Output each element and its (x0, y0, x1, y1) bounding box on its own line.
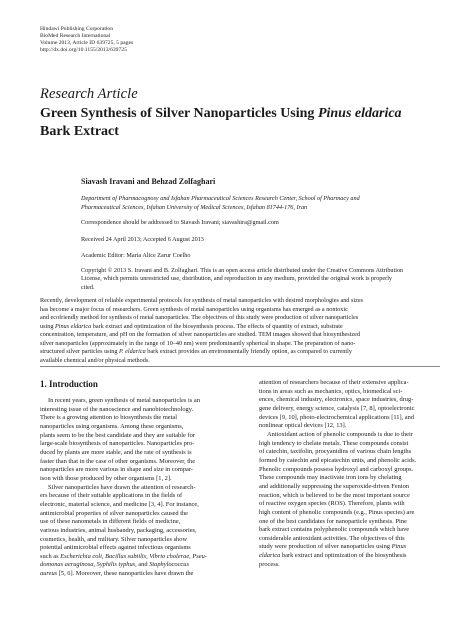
abstract-line: available chemical and/or physical methods. (40, 356, 150, 364)
abstract (40, 297, 440, 365)
abstract-line: structured silver particles using P. eldarica bark extract provides an environmentally friendly option, as compared to currently (40, 348, 352, 355)
body-line: cosmetics, health, and military. Silver nanoparticles show (40, 535, 188, 543)
abstract-line: has become a major focus of researchers. Green synthesis of metal nanoparticles using organisms has emerged as a nontoxic (40, 305, 348, 313)
copyright-notice (81, 267, 441, 292)
body-line: formed by catechin and epicatechin units, and phenolic acids. (259, 456, 417, 464)
copyright-line: Copyright © 2013 S. Iravani and B. Zolfaghari. This is an open access article distributed under the Creative Commons Attribution (81, 267, 404, 274)
body-line: There is a growing attention to biosynthesis the metal (40, 414, 178, 422)
body-line: devices [9, 10], photo-electrochemical applications [11], and (259, 413, 415, 421)
body-line: of reactive oxygen species (ROS). Therefore, plants with (259, 500, 405, 508)
title-line-2: Bark Extract (40, 124, 119, 139)
body-line: Silver nanoparticles have drawn the attention of research- (48, 483, 196, 491)
body-line: ison with those produced by other organisms [1, 2]. (40, 474, 172, 482)
body-line: antimicrobial properties of silver nanoparticles caused the (40, 509, 188, 517)
body-line: such as Escherichia coli, Bacillus subtilis, Vibrio cholerae, Pseu- (40, 552, 207, 560)
body-line: use of these nanometals in different fields of medicine, (40, 518, 181, 526)
body-line: large-scale biosynthesis of nanoparticles. Nanoparticles pro- (40, 440, 195, 448)
species-name: eldarica (259, 552, 281, 560)
affiliation-line: Pharmaceutical Sciences, Isfahan University of Medical Sciences, Isfahan 81744-176, Iran (81, 203, 308, 211)
body-line: nanoparticles are more various in shape and size in compar- (40, 466, 194, 474)
academic-editor: Academic Editor: Maria Alice Zarur Coelho (81, 252, 191, 259)
body-line: nanoparticles using organisms. Among these organisms, (40, 422, 184, 430)
article-type: Research Article (40, 86, 138, 102)
body-line: ers because of their suitable applications in the fields of (40, 492, 183, 500)
body-line: process. (259, 560, 280, 568)
abstract-line: and ecofriendly method for synthesis of metal nanoparticles. The objectives of this study were production of silver nanoparticles (40, 314, 359, 321)
intro-left-column (40, 397, 236, 579)
body-line: interesting issue of the nanoscience and nanobiotechnology. (40, 405, 194, 413)
body-line: Phenolic compounds possess hydroxyl and carboxyl groups. (259, 465, 414, 473)
body-line: one of the best candidates for nanoparticle synthesis. Pine (259, 517, 407, 525)
body-line: reaction, which is believed to be the most important source (259, 491, 410, 499)
body-line: eldarica bark extract and optimization of the biosynthesis (259, 552, 407, 560)
abstract-line: concentration, temperature, and pH on the formation of silver nanoparticles are studied. TEM images showed that biosynthesized (40, 331, 360, 338)
body-line: study were production of silver nanoparticles using Pinus (259, 543, 407, 551)
species-name: Escherichia coli, Bacillus subtilis, Vibrio cholerae, Pseu- (60, 552, 207, 560)
body-line: faster than that in the case of other organisms. Moreover, the (40, 457, 196, 465)
affiliation (81, 195, 431, 212)
body-line: high content of phenolic compounds (e.g., Pinus species) are (259, 508, 415, 516)
correspondence: Correspondence should be addressed to Siavash Iravani; siavashira@gmail.com (81, 219, 279, 226)
abstract-line: using Pinus eldarica bark extract and optimization of the biosynthesis process. The effects of quantity of extract, substrate (40, 322, 343, 330)
species-name: Pinus eldarica (54, 322, 92, 330)
body-line: bark extract contains polyphenolic compounds which have (259, 526, 410, 534)
body-line: high tendency to chelate metals. These compounds consist (259, 439, 409, 447)
species-name: Staphylococcus (149, 561, 189, 569)
copyright-line: License, which permits unrestricted use, distribution, and reproduction in any medium, provided the original work is properly (81, 275, 393, 283)
body-line: Antioxidant action of phenolic compounds is due to their (267, 430, 413, 438)
body-line: duced by plants are more stable, and the rate of synthesis is (40, 448, 192, 456)
paper-title (40, 105, 440, 141)
body-line: ences, chemical industry, electronics, space industries, drug- (259, 396, 414, 404)
body-line: electronic, material science, and medicine [3, 4]. For instance, (40, 500, 199, 508)
body-line: potential antimicrobial effects against infectious organisms (40, 544, 191, 552)
species-name: aureus (40, 570, 58, 578)
species-name: P. eldarica (119, 348, 146, 355)
species-name: Pinus (391, 543, 407, 551)
journal-name: BioMed Research International (40, 33, 111, 39)
body-line: tions in areas such as mechanics, optics, biomedical sci- (259, 387, 403, 395)
publisher-name: Hindawi Publishing Corporation (40, 26, 114, 32)
volume-info: Volume 2013, Article ID 639725, 5 pages (40, 40, 134, 46)
section-heading-introduction: 1. Introduction (40, 379, 98, 389)
body-line: and additionally suppressing the superoxide-driven Fenton (259, 482, 409, 490)
body-line: considerable antioxidant activities. The objectives of this (259, 534, 405, 542)
body-line: nonlinear optical devices [12, 13]. (259, 422, 347, 430)
intro-right-column (259, 379, 455, 569)
abstract-line: Recently, development of reliable experimental protocols for synthesis of metal nanoparticles with desired morphologies and sizes (40, 297, 363, 304)
species-name: domonas aeruginosa, Syphilis typhus, (40, 561, 137, 569)
body-line: gene delivery, energy science, catalysis [7, 8], optoelectronic (259, 404, 415, 412)
body-line: various industries, animal husbandry, packaging, accessories, (40, 526, 197, 534)
received-dates: Received 24 April 2013; Accepted 6 August 2013 (81, 236, 204, 243)
body-line: In recent years, green synthesis of metal nanoparticles is an (48, 397, 200, 404)
body-line: plants seem to be the best candidate and they are suitable for (40, 431, 195, 439)
body-line: These compounds may inactivate iron ions by chelating (259, 474, 402, 482)
body-line: aureus [5, 6]. Moreover, these nanoparticles have drawn the (40, 570, 194, 578)
title-text: Green Synthesis of Silver Nanoparticles Using (40, 106, 318, 121)
abstract-line: silver nanoparticles (approximately in the range of 10–40 nm) were predominantly spherical in shape. The preparation of nano- (40, 339, 356, 347)
copyright-line: cited. (81, 283, 95, 291)
affiliation-line: Department of Pharmacognosy and Isfahan Pharmaceutical Sciences Research Center, School of Pharmacy and (81, 195, 360, 202)
authors: Siavash Iravani and Behzad Zolfaghari (81, 177, 216, 186)
section-divider (40, 366, 440, 367)
body-line: attention of researchers because of their extensive applica- (259, 379, 409, 386)
body-line: domonas aeruginosa, Syphilis typhus, and Staphylococcus (40, 561, 189, 569)
doi-link[interactable]: http://dx.doi.org/10.1155/2013/639725 (40, 47, 127, 53)
body-line: of catechin, taxifolin, procyanidins of various chain lengths (259, 448, 412, 456)
title-species: Pinus eldarica (317, 106, 402, 121)
publisher-block (40, 26, 133, 54)
